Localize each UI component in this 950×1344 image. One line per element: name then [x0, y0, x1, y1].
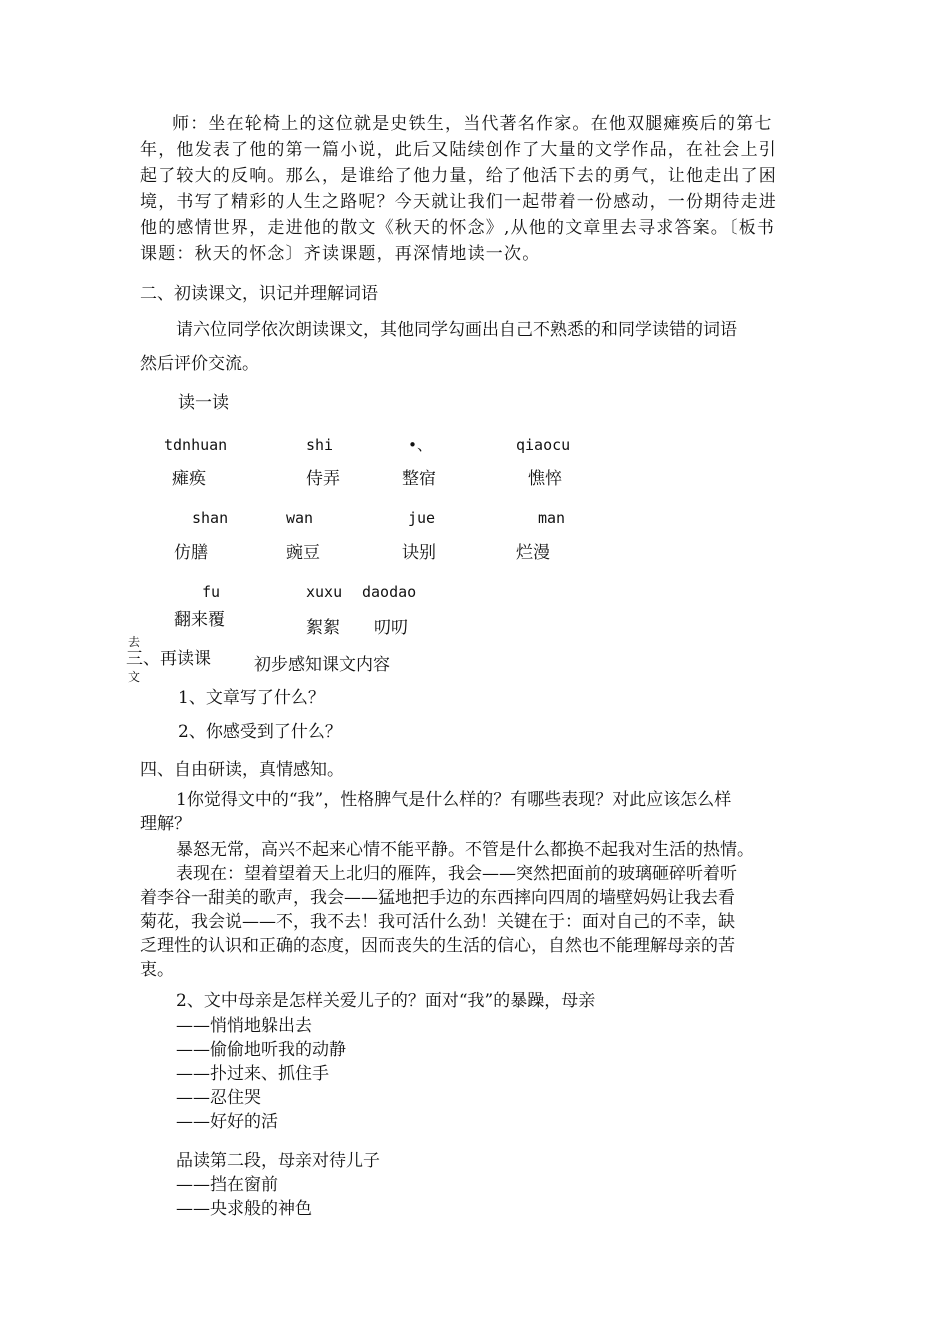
vocab-word: 瘫痪 [172, 469, 206, 489]
question: 1、文章写了什么？ [178, 688, 325, 708]
answer-line: 衷。 [140, 960, 174, 980]
intro-line: 课题：秋天的怀念〕齐读课题，再深情地读一次。 [140, 244, 541, 264]
section-heading-2: 二、初读课文，识记并理解词语 [140, 284, 378, 304]
list-item: ——扑过来、抓住手 [176, 1064, 329, 1084]
question: 2、文中母亲是怎样关爱儿子的？面对“我”的暴躁，母亲 [176, 991, 596, 1011]
clipped-glyph: 去 [128, 635, 141, 649]
instruction-line: 请六位同学依次朗读课文，其他同学勾画出自己不熟悉的和同学读错的词语 [176, 320, 737, 340]
section-heading-3: 三、再读课 [126, 649, 211, 669]
vocab-word: 烂漫 [516, 543, 550, 563]
intro-line: 师：坐在轮椅上的这位就是史铁生，当代著名作家。在他双腿瘫痪后的第七 [172, 114, 773, 134]
pinyin-cell: jue [408, 509, 436, 527]
list-item: ——偷偷地听我的动静 [176, 1040, 346, 1060]
pinyin-cell: qiaocu [516, 436, 571, 454]
vocab-word: 憔悴 [528, 469, 562, 489]
list-item: ——忍住哭 [176, 1088, 261, 1108]
paragraph-heading: 品读第二段，母亲对待儿子 [176, 1151, 380, 1171]
pinyin-cell: •、 [408, 436, 433, 454]
clipped-glyph: 文 [128, 670, 141, 684]
vocab-word: 絮絮 [306, 618, 340, 638]
list-item: ——好好的活 [176, 1112, 278, 1132]
vocab-word: 整宿 [402, 469, 436, 489]
pinyin-cell: shi [306, 436, 334, 454]
pinyin-cell: tdnhuan [164, 436, 228, 454]
intro-line: 境，书写了精彩的人生之路呢？今天就让我们一起带着一份感动，一份期待走进 [140, 192, 777, 212]
pinyin-cell: shan [192, 509, 229, 527]
vocab-word: 叨叨 [374, 618, 408, 638]
list-item: ——挡在窗前 [176, 1175, 278, 1195]
answer-line: 着李谷一甜美的歌声，我会——猛地把手边的东西摔向四周的墙壁妈妈让我去看 [140, 888, 735, 908]
list-item: ——悄悄地躲出去 [176, 1016, 312, 1036]
intro-line: 年，他发表了他的第一篇小说，此后又陆续创作了大量的文学作品，在社会上引 [140, 140, 777, 160]
vocab-word: 仿膳 [174, 543, 208, 563]
vocab-word: 翻来覆 [174, 610, 225, 630]
read-label: 读一读 [178, 393, 229, 413]
list-item: ——央求般的神色 [176, 1199, 312, 1219]
instruction-line: 然后评价交流。 [140, 354, 259, 374]
question: 理解？ [140, 814, 191, 834]
pinyin-cell: fu [202, 583, 221, 601]
vocab-word: 豌豆 [286, 543, 320, 563]
pinyin-cell: xuxu [306, 583, 343, 601]
section-heading-3-cont: 初步感知课文内容 [254, 655, 390, 675]
pinyin-cell: man [538, 509, 566, 527]
intro-line: 起了较大的反响。那么，是谁给了他力量，给了他活下去的勇气，让他走出了困 [140, 166, 777, 186]
pinyin-cell: daodao [362, 583, 417, 601]
question: 1你觉得文中的“我”，性格脾气是什么样的？有哪些表现？对此应该怎么样 [176, 790, 732, 810]
intro-line: 他的感情世界，走进他的散文《秋天的怀念》,从他的文章里去寻求答案。〔板书 [140, 218, 776, 238]
pinyin-cell: wan [286, 509, 314, 527]
vocab-word: 诀别 [402, 543, 436, 563]
answer-line: 表现在：望着望着天上北归的雁阵，我会——突然把面前的玻璃砸碎听着听 [176, 864, 737, 884]
answer-line: 乏理性的认识和正确的态度，因而丧失的生活的信心，自然也不能理解母亲的苦 [140, 936, 735, 956]
vocab-word: 侍弄 [306, 469, 340, 489]
question: 2、你感受到了什么？ [178, 722, 342, 742]
answer-line: 菊花，我会说——不，我不去！我可活什么劲！关键在于：面对自己的不幸，缺 [140, 912, 735, 932]
answer: 暴怒无常，高兴不起来心情不能平静。不管是什么都换不起我对生活的热情。 [176, 840, 754, 860]
section-heading-4: 四、自由研读，真情感知。 [140, 760, 344, 780]
